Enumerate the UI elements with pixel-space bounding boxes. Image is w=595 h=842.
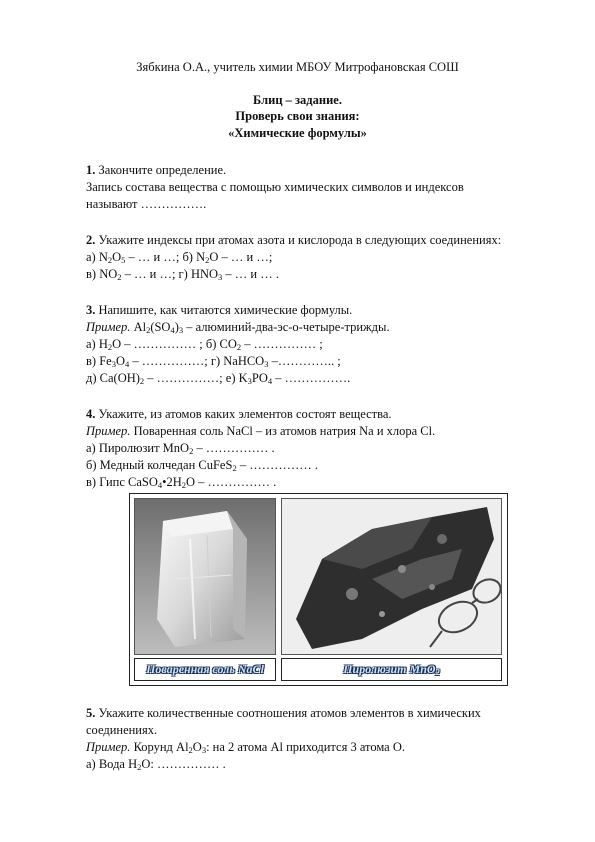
q2-line-2: в) $NO_2$ – … и …; г) $HNO_3$ – … и … . (86, 267, 279, 282)
q1-line-3: называют ……………. (86, 197, 207, 211)
q2-text: Укажите индексы при атомах азота и кислорода в следующих соединениях: (95, 233, 502, 247)
q3-number: 3. (86, 303, 96, 317)
q3-text: Напишите, как читаются химические формулы. (95, 303, 353, 317)
q3-line-2: в) $Fe_3O_4$ – ……………; г) NaHCO$_3$ –………….. ; (86, 354, 341, 369)
salt-caption: Поваренная соль NaCl (134, 658, 276, 681)
pyrolusite-caption: Пиролюзит MnO$_2$ (281, 658, 502, 681)
q5-text: Укажите количественные соотношения атомов элементов в химических (95, 706, 481, 720)
q5-number: 5. (86, 706, 96, 720)
pyrolusite-photo (281, 498, 502, 655)
q4-line-1: а) Пиролюзит MnO$_2$ – …………… . (86, 441, 275, 456)
q4-line-3: в) Гипс $CaSO_4•2H_2O$ – …………… . (86, 475, 277, 490)
q5-line-2: соединениях. (86, 723, 158, 737)
title-line-1: Блиц – задание. (253, 93, 342, 107)
q1-number: 1. (86, 163, 96, 177)
author-line: Зябкина О.А., учитель химии МБОУ Митрофановская СОШ (136, 60, 459, 74)
q3-example: Пример. $Al_2(SO_4)_3$ – алюминий-два-эс-о-четыре-трижды. (86, 320, 390, 335)
q3-line-3: д) $Ca(OH)_2$ – ……………; е) $K_3PO_4$ – ……………. (86, 371, 351, 386)
q4-example: Пример. Поваренная соль NaCl – из атомов натрия Na и хлора Cl. (86, 424, 436, 438)
q4-example-label: Пример. (86, 424, 131, 438)
q2-number: 2. (86, 233, 96, 247)
q4-text: Укажите, из атомов каких элементов состоят вещества. (95, 407, 392, 421)
q2-heading (86, 233, 501, 248)
salt-crystal-photo (134, 498, 276, 655)
q1-line-2: Запись состава вещества с помощью химических символов и индексов (86, 180, 464, 194)
q2-line-1: а) $N_2O_5$ – … и …; б) $N_2O$ – … и …; (86, 250, 273, 265)
salt-crystal-image (135, 499, 275, 654)
q3-example-label: Пример. (86, 320, 131, 334)
title-line-3: «Химические формулы» (228, 126, 367, 140)
q3-heading (86, 303, 352, 318)
q4-line-2: б) Медный колчедан CuFeS$_2$ – …………… . (86, 458, 318, 473)
q4-number: 4. (86, 407, 96, 421)
q1-heading (86, 163, 226, 178)
mineral-figure (129, 493, 508, 686)
pyrolusite-image (282, 499, 501, 654)
q5-line-1: а) Вода $H_2O$: …………… . (86, 757, 226, 772)
q4-heading (86, 407, 392, 422)
q3-line-1: а) $H_2O$ – …………… ; б) $CO_2$ – …………… ; (86, 337, 323, 352)
q1-text: Закончите определение. (95, 163, 227, 177)
q5-example-label: Пример. (86, 740, 131, 754)
title-line-2: Проверь свои знания: (235, 109, 360, 123)
q5-example: Пример. Корунд $Al_2O_3$: на 2 атома Al приходится 3 атома O. (86, 740, 406, 755)
q5-heading (86, 706, 481, 721)
